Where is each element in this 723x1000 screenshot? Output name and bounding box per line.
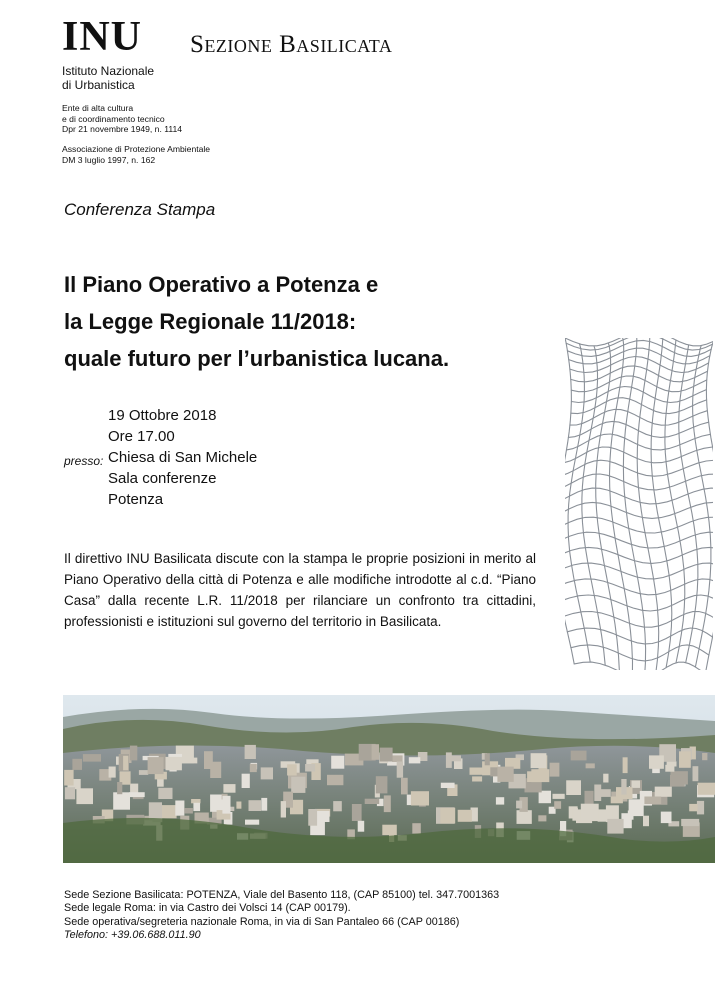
institute-line: di Urbanistica <box>62 78 135 92</box>
ente-line: e di coordinamento tecnico <box>62 113 165 124</box>
event-details <box>108 405 257 510</box>
event-date: 19 Ottobre 2018 <box>108 407 217 424</box>
footer-telephone: Telefono: +39.06.688.011.90 <box>64 929 201 942</box>
ente-line: Dpr 21 novembre 1949, n. 1114 <box>62 124 183 134</box>
presso-label: presso: <box>64 454 104 468</box>
event-title <box>64 266 544 377</box>
footer-line: Sede Sezione Basilicata: POTENZA, Viale del Basento 118, (CAP 85100) tel. 347.7001363 <box>64 889 500 901</box>
ente-info <box>62 103 182 135</box>
section-name: Sezione Basilicata <box>190 31 393 58</box>
event-venue: Chiesa di San Michele <box>108 449 258 466</box>
title-line: Il Piano Operativo a Potenza e <box>64 272 379 297</box>
inu-logo: INU <box>62 14 143 60</box>
assoc-line: DM 3 luglio 1997, n. 162 <box>62 154 156 165</box>
title-line: quale futuro per l’urbanistica lucana. <box>64 346 450 371</box>
event-city: Potenza <box>108 491 164 508</box>
warped-grid-illustration <box>565 338 713 670</box>
footer-contacts <box>64 889 499 943</box>
ente-line: Ente di alta cultura <box>62 103 134 113</box>
footer-line: Sede legale Roma: in via Castro dei Volsci 14 (CAP 00179). <box>64 902 351 915</box>
event-type-label: Conferenza Stampa <box>64 200 216 219</box>
institute-name <box>62 64 154 92</box>
association-info <box>62 144 210 165</box>
institute-line: Istituto Nazionale <box>62 64 155 78</box>
footer-line: Sede operativa/segreteria nazionale Roma, in via di San Pantaleo 66 (CAP 00186) <box>64 915 460 928</box>
title-line: la Legge Regionale 11/2018: <box>64 309 357 334</box>
event-description: Il direttivo INU Basilicata discute con la stampa le proprie posizioni in merito al Piano Operativo della città di Potenza e alle modifiche introdotte al c.d. “Piano Casa” dalla recente L.R. 11/2018 per rilanciare un confronto tra cittadini, professionisti e istituzioni sul governo del territorio in Basilicata. <box>64 551 536 629</box>
event-room: Sala conferenze <box>108 470 217 487</box>
assoc-line: Associazione di Protezione Ambientale <box>62 144 211 154</box>
potenza-panorama-image <box>63 695 715 863</box>
event-time: Ore 17.00 <box>108 428 175 445</box>
